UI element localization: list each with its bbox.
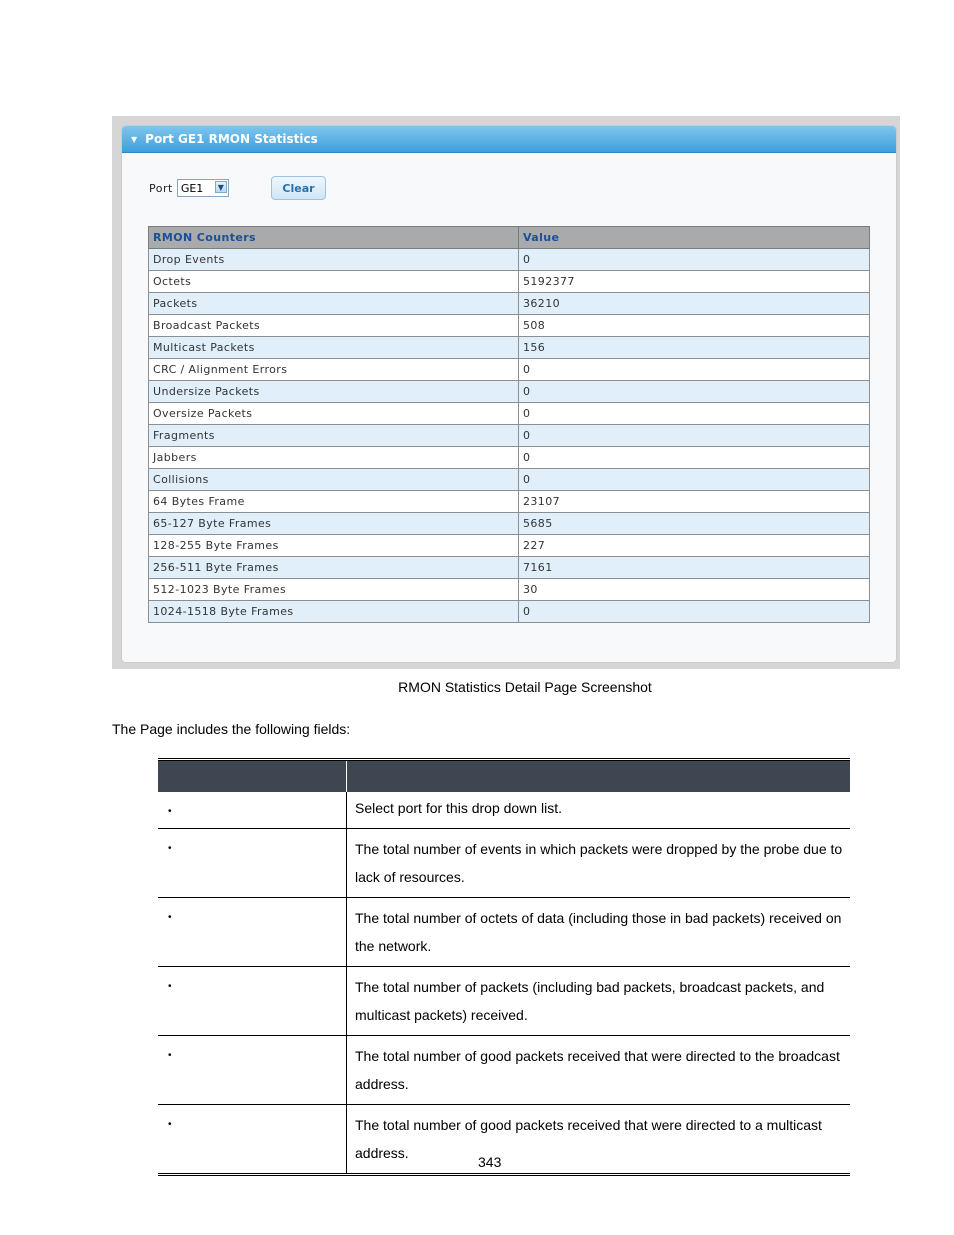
counter-value: 30 (519, 579, 870, 601)
counter-name: Undersize Packets (149, 381, 519, 403)
bullet-icon: • (168, 843, 172, 854)
field-row (158, 829, 850, 898)
table-row (149, 249, 870, 271)
counter-name: Broadcast Packets (149, 315, 519, 337)
counter-name: 512-1023 Byte Frames (149, 579, 519, 601)
table-row (149, 469, 870, 491)
rmon-table-header (149, 227, 870, 249)
counter-value: 0 (519, 447, 870, 469)
counter-value: 0 (519, 601, 870, 623)
counter-name: 128-255 Byte Frames (149, 535, 519, 557)
counter-name: Packets (149, 293, 519, 315)
clear-button[interactable]: Clear (271, 176, 326, 200)
fields-table (158, 758, 850, 1176)
bullet-icon: • (168, 981, 172, 992)
table-row (149, 491, 870, 513)
field-object-cell (158, 829, 347, 898)
header-object (158, 760, 347, 793)
fields-table-header (158, 760, 850, 793)
bullet-icon: • (168, 912, 172, 923)
collapse-triangle-icon[interactable]: ▼ (131, 134, 138, 144)
field-row (158, 1105, 850, 1175)
field-object-cell (158, 1105, 347, 1175)
table-row (149, 403, 870, 425)
table-row (149, 557, 870, 579)
table-row (149, 513, 870, 535)
table-row (149, 535, 870, 557)
counter-value: 156 (519, 337, 870, 359)
field-row (158, 792, 850, 829)
counter-value: 0 (519, 381, 870, 403)
counter-name: CRC / Alignment Errors (149, 359, 519, 381)
field-description: The total number of good packets received that were directed to the broadcast address. (347, 1036, 851, 1105)
counter-value: 5192377 (519, 271, 870, 293)
panel-title: Port GE1 RMON Statistics (145, 132, 318, 146)
header-description (347, 760, 851, 793)
chevron-down-icon[interactable]: ▼ (215, 181, 227, 193)
table-row (149, 271, 870, 293)
counter-value: 7161 (519, 557, 870, 579)
panel-body (122, 153, 896, 662)
table-row (149, 425, 870, 447)
table-row (149, 359, 870, 381)
bullet-icon: • (168, 1119, 172, 1130)
bullet-icon: • (168, 1050, 172, 1061)
intro-text: The Page includes the following fields: (112, 721, 351, 737)
rmon-table (148, 226, 870, 623)
counter-name: 1024-1518 Byte Frames (149, 601, 519, 623)
port-label: Port (149, 181, 173, 195)
port-select-value: GE1 (180, 181, 204, 195)
field-description: The total number of packets (including bad packets, broadcast packets, and multicast packets) received. (347, 967, 851, 1036)
field-description: Select port for this drop down list. (355, 800, 562, 816)
port-row (149, 177, 229, 199)
table-row (149, 293, 870, 315)
field-row (158, 967, 850, 1036)
counter-value: 0 (519, 469, 870, 491)
counter-name: Oversize Packets (149, 403, 519, 425)
header-rmon-counters: RMON Counters (149, 227, 519, 249)
counter-name: Jabbers (149, 447, 519, 469)
counter-value: 0 (519, 425, 870, 447)
counter-value: 5685 (519, 513, 870, 535)
field-description: The total number of good packets received that were directed to a multicast address. (347, 1105, 851, 1175)
field-row (158, 1036, 850, 1105)
field-row (158, 898, 850, 967)
table-row (149, 381, 870, 403)
table-row (149, 601, 870, 623)
counter-name: Drop Events (149, 249, 519, 271)
counter-value: 0 (519, 249, 870, 271)
rmon-panel (121, 125, 897, 663)
field-object-cell (158, 967, 347, 1036)
table-row (149, 579, 870, 601)
bullet-icon: • (168, 806, 172, 817)
counter-name: 256-511 Byte Frames (149, 557, 519, 579)
figure-caption: RMON Statistics Detail Page Screenshot (398, 679, 652, 695)
counter-value: 508 (519, 315, 870, 337)
port-select[interactable] (177, 179, 229, 197)
table-row (149, 315, 870, 337)
field-object-cell (158, 898, 347, 967)
counter-value: 0 (519, 359, 870, 381)
counter-name: Octets (149, 271, 519, 293)
page-number: 343 (478, 1154, 502, 1170)
panel-header[interactable] (122, 126, 896, 153)
counter-name: 65-127 Byte Frames (149, 513, 519, 535)
counter-name: Multicast Packets (149, 337, 519, 359)
rmon-screenshot (112, 116, 900, 669)
counter-name: Fragments (149, 425, 519, 447)
counter-value: 227 (519, 535, 870, 557)
field-description: The total number of octets of data (including those in bad packets) received on the network. (347, 898, 851, 967)
table-row (149, 337, 870, 359)
header-value: Value (519, 227, 870, 249)
counter-name: 64 Bytes Frame (149, 491, 519, 513)
table-row (149, 447, 870, 469)
counter-name: Collisions (149, 469, 519, 491)
counter-value: 36210 (519, 293, 870, 315)
counter-value: 0 (519, 403, 870, 425)
field-object-cell (158, 792, 347, 829)
field-description: The total number of events in which packets were dropped by the probe due to lack of resources. (347, 829, 851, 898)
field-object-cell (158, 1036, 347, 1105)
counter-value: 23107 (519, 491, 870, 513)
